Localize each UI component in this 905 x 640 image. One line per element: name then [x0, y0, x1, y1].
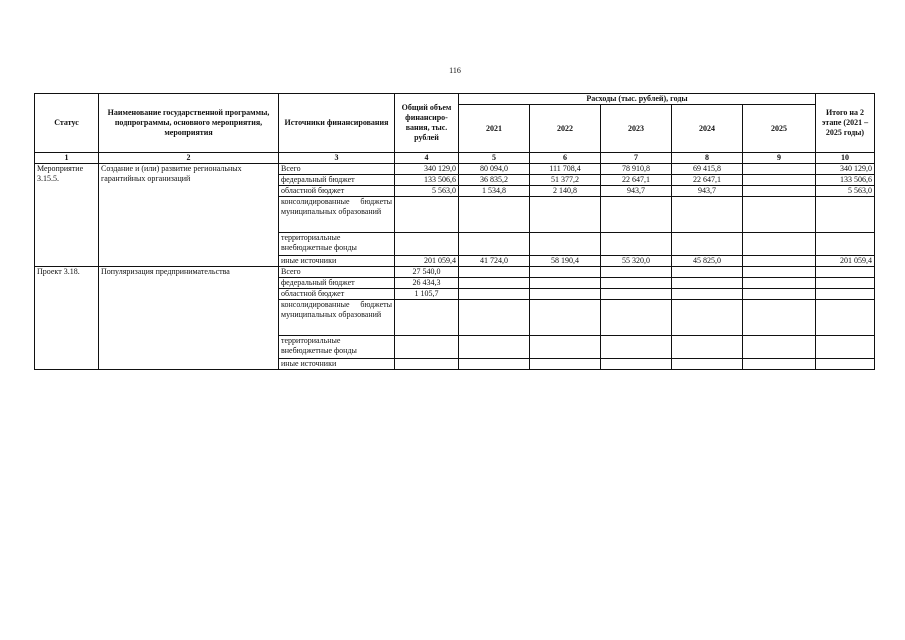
stage-total-cell: [816, 278, 875, 289]
source-cell: Всего: [279, 267, 395, 278]
total-cell: 1 105,7: [395, 289, 459, 300]
year-cell: [459, 300, 530, 336]
table-row: [35, 267, 875, 278]
year-cell: [530, 300, 601, 336]
source-cell: консолидированные бюджеты муниципальных образований: [279, 300, 395, 336]
year-cell: [743, 256, 816, 267]
year-cell: [672, 289, 743, 300]
stage-total-cell: [816, 336, 875, 359]
year-cell: [743, 164, 816, 175]
header-sources: Источники финансирования: [279, 94, 395, 153]
column-number: 10: [816, 153, 875, 164]
table-header: [35, 94, 875, 164]
year-cell: [743, 233, 816, 256]
total-cell: 26 434,3: [395, 278, 459, 289]
column-number: 8: [672, 153, 743, 164]
total-cell: [395, 233, 459, 256]
column-number: 3: [279, 153, 395, 164]
column-number: 5: [459, 153, 530, 164]
total-cell: 27 540,0: [395, 267, 459, 278]
year-cell: [743, 267, 816, 278]
year-cell: [672, 197, 743, 233]
year-cell: 55 320,0: [601, 256, 672, 267]
source-cell: территориальные внебюджетные фонды: [279, 233, 395, 256]
year-cell: [601, 289, 672, 300]
year-cell: [459, 267, 530, 278]
source-cell: консолидированные бюджеты муниципальных образований: [279, 197, 395, 233]
year-cell: [672, 336, 743, 359]
year-cell: [530, 278, 601, 289]
year-cell: [743, 289, 816, 300]
year-cell: [459, 197, 530, 233]
year-cell: [672, 233, 743, 256]
header-year: 2022: [530, 105, 601, 153]
year-cell: [672, 359, 743, 370]
stage-total-cell: 5 563,0: [816, 186, 875, 197]
total-cell: 5 563,0: [395, 186, 459, 197]
year-cell: 58 190,4: [530, 256, 601, 267]
column-number: 9: [743, 153, 816, 164]
stage-total-cell: [816, 300, 875, 336]
name-cell: Создание и (или) развитие региональных гарантийных организаций: [99, 164, 279, 267]
year-cell: 51 377,2: [530, 175, 601, 186]
column-number: 2: [99, 153, 279, 164]
year-cell: 69 415,8: [672, 164, 743, 175]
status-cell: Мероприятие 3.15.5.: [35, 164, 99, 267]
header-year: 2023: [601, 105, 672, 153]
header-expenses-group: Расходы (тыс. рублей), годы: [459, 94, 816, 105]
year-cell: 78 910,8: [601, 164, 672, 175]
year-cell: [601, 336, 672, 359]
total-cell: 340 129,0: [395, 164, 459, 175]
stage-total-cell: [816, 197, 875, 233]
column-number: 6: [530, 153, 601, 164]
column-number: 1: [35, 153, 99, 164]
year-cell: [743, 175, 816, 186]
year-cell: 1 534,8: [459, 186, 530, 197]
stage-total-cell: [816, 359, 875, 370]
year-cell: [459, 359, 530, 370]
year-cell: 22 647,1: [601, 175, 672, 186]
column-number: 4: [395, 153, 459, 164]
header-year: 2025: [743, 105, 816, 153]
header-year: 2024: [672, 105, 743, 153]
table-row: [35, 164, 875, 175]
year-cell: [601, 359, 672, 370]
year-cell: [530, 267, 601, 278]
year-cell: [459, 233, 530, 256]
year-cell: [459, 336, 530, 359]
year-cell: [743, 278, 816, 289]
source-cell: территориальные внебюджетные фонды: [279, 336, 395, 359]
year-cell: 45 825,0: [672, 256, 743, 267]
stage-total-cell: [816, 233, 875, 256]
year-cell: [743, 197, 816, 233]
stage-total-cell: 201 059,4: [816, 256, 875, 267]
header-year: 2021: [459, 105, 530, 153]
year-cell: [530, 289, 601, 300]
source-cell: областной бюджет: [279, 186, 395, 197]
year-cell: [601, 267, 672, 278]
year-cell: [530, 359, 601, 370]
source-cell: иные источники: [279, 256, 395, 267]
year-cell: 2 140,8: [530, 186, 601, 197]
stage-total-cell: [816, 267, 875, 278]
stage-total-cell: 133 506,6: [816, 175, 875, 186]
source-cell: федеральный бюджет: [279, 278, 395, 289]
total-cell: 201 059,4: [395, 256, 459, 267]
year-cell: 943,7: [601, 186, 672, 197]
name-cell: Популяризация предпринимательства: [99, 267, 279, 370]
year-cell: [743, 186, 816, 197]
year-cell: 80 094,0: [459, 164, 530, 175]
year-cell: 22 647,1: [672, 175, 743, 186]
source-cell: областной бюджет: [279, 289, 395, 300]
year-cell: [459, 289, 530, 300]
year-cell: 41 724,0: [459, 256, 530, 267]
header-status: Статус: [35, 94, 99, 153]
page-number: 116: [449, 66, 461, 75]
column-number-row: [35, 153, 875, 164]
source-cell: Всего: [279, 164, 395, 175]
column-number: 7: [601, 153, 672, 164]
source-cell: иные источники: [279, 359, 395, 370]
total-cell: [395, 197, 459, 233]
year-cell: 36 835,2: [459, 175, 530, 186]
header-name: Наименование государственной программы, подпрограммы, основного мероприятия, мероприятия: [99, 94, 279, 153]
total-cell: [395, 300, 459, 336]
stage-total-cell: [816, 289, 875, 300]
year-cell: [530, 233, 601, 256]
year-cell: [743, 359, 816, 370]
year-cell: 111 708,4: [530, 164, 601, 175]
total-cell: [395, 336, 459, 359]
header-stage-total: Итого на 2 этапе (2021 – 2025 годы): [816, 94, 875, 153]
year-cell: 943,7: [672, 186, 743, 197]
year-cell: [459, 278, 530, 289]
stage-total-cell: 340 129,0: [816, 164, 875, 175]
year-cell: [743, 300, 816, 336]
year-cell: [743, 336, 816, 359]
total-cell: [395, 359, 459, 370]
year-cell: [530, 336, 601, 359]
year-cell: [672, 267, 743, 278]
header-total-volume: Общий объем финансиро-вания, тыс. рублей: [395, 94, 459, 153]
year-cell: [601, 300, 672, 336]
year-cell: [601, 197, 672, 233]
status-cell: Проект 3.18.: [35, 267, 99, 370]
year-cell: [672, 278, 743, 289]
year-cell: [601, 278, 672, 289]
year-cell: [601, 233, 672, 256]
source-cell: федеральный бюджет: [279, 175, 395, 186]
total-cell: 133 506,6: [395, 175, 459, 186]
year-cell: [672, 300, 743, 336]
budget-table: [34, 93, 875, 370]
year-cell: [530, 197, 601, 233]
